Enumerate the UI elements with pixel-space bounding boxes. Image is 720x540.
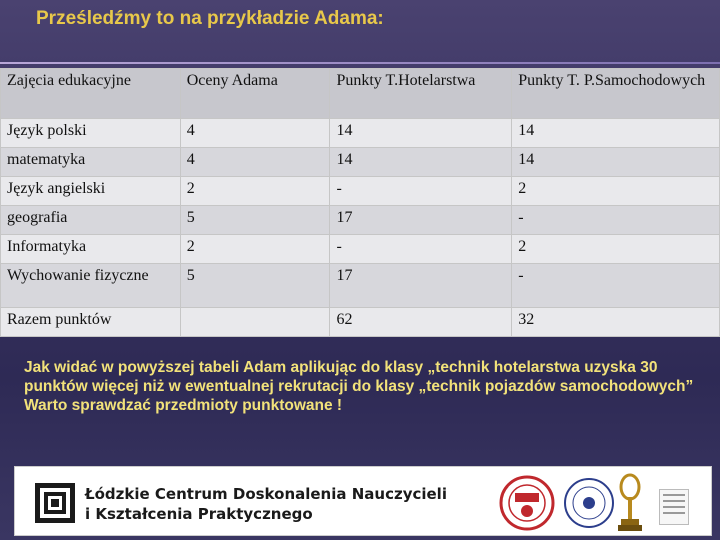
org-name-line1: Łódzkie Centrum Doskonalenia Nauczycieli — [85, 485, 447, 503]
cell-points-hotel: 14 — [330, 148, 512, 177]
header-subject: Zajęcia edukacyjne — [1, 69, 181, 119]
summary-line-advice: Warto sprawdzać przedmioty punktowane ! — [24, 397, 343, 414]
trophy-icon — [613, 473, 647, 533]
cell-points-auto: 14 — [512, 119, 720, 148]
cell-total-grade — [180, 308, 330, 337]
cell-subject: Język polski — [1, 119, 181, 148]
table-header-row — [1, 69, 720, 119]
footer-banner — [14, 466, 712, 536]
org-name-line2: i Kształcenia Praktycznego — [85, 505, 313, 523]
cell-points-hotel: - — [330, 235, 512, 264]
cell-grade: 4 — [180, 148, 330, 177]
cell-grade: 5 — [180, 264, 330, 308]
title-divider — [0, 62, 720, 64]
cell-grade: 5 — [180, 206, 330, 235]
table-row — [1, 235, 720, 264]
table-row — [1, 264, 720, 308]
cell-grade: 2 — [180, 235, 330, 264]
cell-subject: Informatyka — [1, 235, 181, 264]
certification-seal-icon — [499, 475, 555, 531]
accreditation-seal-icon — [563, 477, 615, 529]
cell-grade: 2 — [180, 177, 330, 206]
cell-points-hotel: 17 — [330, 206, 512, 235]
cell-points-auto: 2 — [512, 235, 720, 264]
summary-text — [24, 358, 704, 415]
points-table — [0, 68, 720, 337]
table-row — [1, 177, 720, 206]
table-total-row — [1, 308, 720, 337]
cell-total-label: Razem punktów — [1, 308, 181, 337]
cell-points-auto: - — [512, 206, 720, 235]
cell-points-auto: 2 — [512, 177, 720, 206]
cell-total-auto: 32 — [512, 308, 720, 337]
table-row — [1, 148, 720, 177]
cell-subject: geografia — [1, 206, 181, 235]
slide-title: Prześledźmy to na przykładzie Adama: — [36, 8, 384, 29]
cell-points-hotel: 14 — [330, 119, 512, 148]
cell-subject: Język angielski — [1, 177, 181, 206]
table-row — [1, 119, 720, 148]
cell-points-auto: 14 — [512, 148, 720, 177]
cell-grade: 4 — [180, 119, 330, 148]
cell-subject: Wychowanie fizyczne — [1, 264, 181, 308]
header-points-auto: Punkty T. P.Samochodowych — [512, 69, 720, 119]
certificate-icon — [659, 489, 689, 525]
header-grades: Oceny Adama — [180, 69, 330, 119]
summary-line-comparison: Jak widać w powyższej tabeli Adam aplikując do klasy „technik hotelarstwa uzyska 30 punktów więcej niż w ewentualnej rekrutacji do klasy „technik pojazdów samochodowych” — [24, 359, 694, 395]
cell-subject: matematyka — [1, 148, 181, 177]
cell-points-hotel: - — [330, 177, 512, 206]
table-row — [1, 206, 720, 235]
cell-points-auto: - — [512, 264, 720, 308]
ldn-logo-icon — [35, 483, 75, 523]
header-points-hotel: Punkty T.Hotelarstwa — [330, 69, 512, 119]
cell-points-hotel: 17 — [330, 264, 512, 308]
cell-total-hotel: 62 — [330, 308, 512, 337]
